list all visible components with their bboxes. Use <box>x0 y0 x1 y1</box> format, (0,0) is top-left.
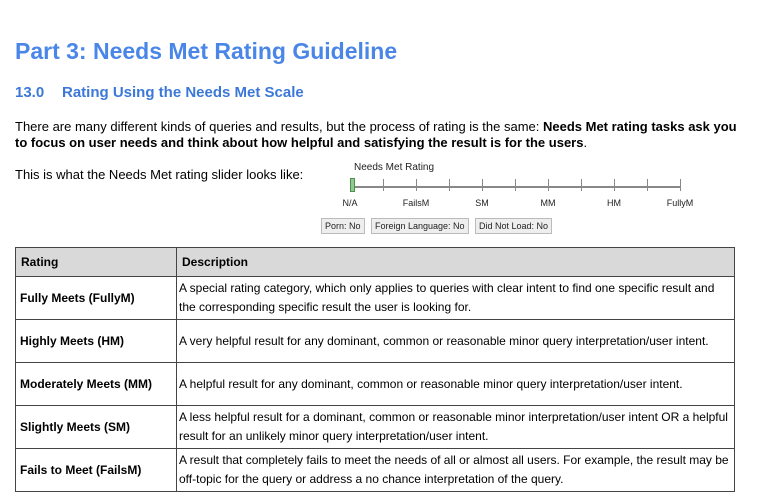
intro-bold-text: Needs Met rating tasks ask you to focus on user needs and think about how helpful and satisfying the result is for the users <box>15 119 737 150</box>
header-description: Description <box>177 248 735 277</box>
description-cell: A very helpful result for any dominant, common or reasonable minor query interpretation/user intent. <box>177 320 735 363</box>
table-row <box>16 363 735 406</box>
intro-end: . <box>583 135 588 150</box>
slider-label-sm: SM <box>475 198 489 208</box>
slider-title: Needs Met Rating <box>354 162 435 173</box>
slider-tick <box>449 179 450 191</box>
slider-thumb[interactable] <box>350 178 355 192</box>
needs-met-slider <box>316 158 736 233</box>
description-cell: A less helpful result for a dominant, common or reasonable minor interpretation/user intent OR a helpful result for an unlikely minor query interpretation/user intent. <box>177 406 735 449</box>
slider-tick <box>614 179 615 191</box>
slider-tick <box>548 179 549 191</box>
slider-tick <box>647 179 648 191</box>
slider-label-mm: MM <box>540 198 556 208</box>
rating-table <box>15 247 735 492</box>
rating-cell: Fails to Meet (FailsM) <box>16 449 177 492</box>
table-row <box>16 406 735 449</box>
table-row <box>16 449 735 492</box>
rating-cell: Moderately Meets (MM) <box>16 363 177 406</box>
header-rating: Rating <box>16 248 177 277</box>
table-header-row <box>16 248 735 277</box>
rating-cell: Slightly Meets (SM) <box>16 406 177 449</box>
slider-tick <box>680 179 681 191</box>
section-heading <box>15 84 304 101</box>
description-cell: A special rating category, which only applies to queries with clear intent to find one specific result and the corresponding specific result the user is looking for. <box>177 277 735 320</box>
section-title: Rating Using the Needs Met Scale <box>62 84 304 101</box>
slider-label-hm: HM <box>607 198 621 208</box>
slider-tick <box>482 179 483 191</box>
section-number: 13.0 <box>15 84 45 101</box>
did-not-load-flag-button[interactable]: Did Not Load: No <box>475 218 552 234</box>
slider-label-na: N/A <box>342 198 358 208</box>
slider-label-failsm: FailsM <box>402 198 430 208</box>
porn-flag-button[interactable]: Porn: No <box>321 218 365 234</box>
rating-cell: Fully Meets (FullyM) <box>16 277 177 320</box>
slider-intro-text: This is what the Needs Met rating slider looks like: <box>15 167 304 182</box>
slider-flags <box>321 216 554 234</box>
slider-label-fullym: FullyM <box>666 198 694 208</box>
slider-tick <box>581 179 582 191</box>
description-cell: A helpful result for any dominant, common or reasonable minor query interpretation/user intent. <box>177 363 735 406</box>
rating-cell: Highly Meets (HM) <box>16 320 177 363</box>
slider-tick <box>515 179 516 191</box>
intro-paragraph <box>15 119 750 151</box>
table-row <box>16 277 735 320</box>
slider-tick <box>383 179 384 191</box>
slider-tick <box>416 179 417 191</box>
description-cell: A result that completely fails to meet the needs of all or almost all users. For example, the result may be off-topic for the query or address a no chance interpretation of the query. <box>177 449 735 492</box>
part-title: Part 3: Needs Met Rating Guideline <box>15 38 398 64</box>
foreign-language-flag-button[interactable]: Foreign Language: No <box>371 218 469 234</box>
table-row <box>16 320 735 363</box>
intro-text: There are many different kinds of queries and results, but the process of rating is the same: <box>15 119 543 134</box>
